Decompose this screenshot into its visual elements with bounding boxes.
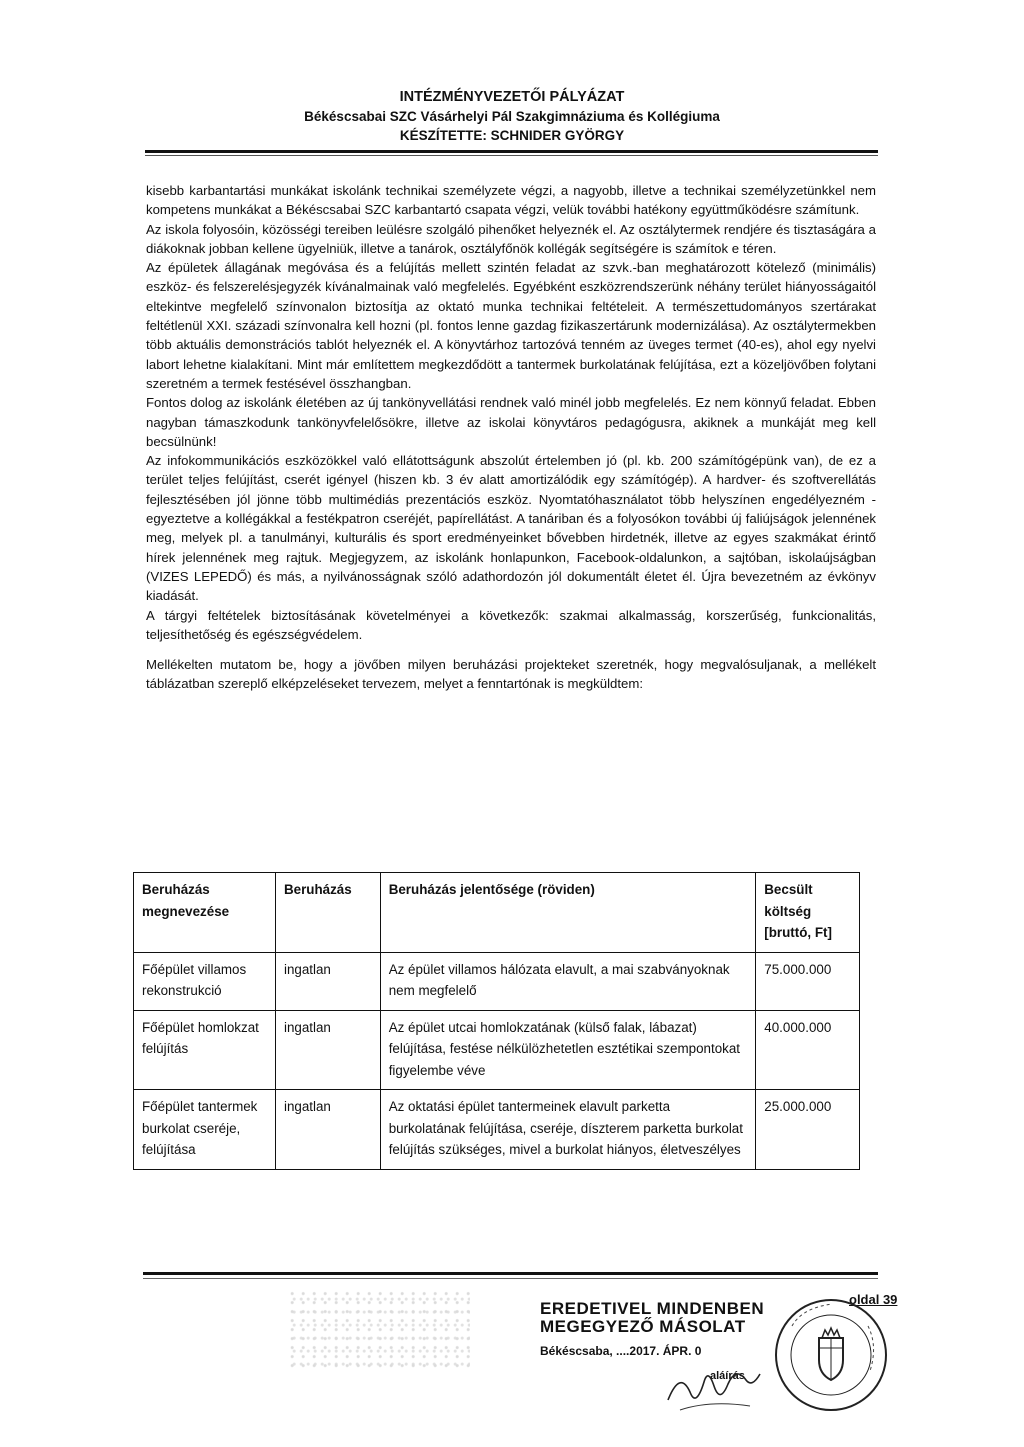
stamp-line-1: EREDETIVEL MINDENBEN: [540, 1299, 765, 1318]
table-cell: 75.000.000: [756, 952, 860, 1010]
paragraph-corridors: Az iskola folyosóin, közösségi tereiben leülésre szolgáló pihenőket helyeznék el. Az osztálytermek rendjére és tisztaságára a diákoknak jobban kellene ügyelniük, illetve a tanárok, osztályfőnök kollégák segítségére is számítok e téren.: [146, 221, 876, 256]
table-cell: Főépület homlokzat felújítás: [134, 1010, 276, 1090]
header-rule-thin: [145, 155, 878, 156]
column-header: Beruházás jelentősége (röviden): [380, 873, 756, 953]
stamp-line-2: MEGEGYEZŐ MÁSOLAT: [540, 1317, 746, 1336]
school-name: Békéscsabai SZC Vásárhelyi Pál Szakgimnáziuma és Kollégiuma: [304, 109, 720, 124]
paragraph-ict: Az infokommunikációs eszközökkel való ellátottságunk abszolút értelemben jó (pl. kb. 200 számítógépünk van), de ez a terület teljes felújítást, cserét igényel (hiszen kb. 3 év alatt amortizálódik egy számítógép). A hardver- és szoftverellátás fejlesztésében jól jönne több multimédiás prezentációs eszköz. Nyomtatóhasználatot több helyszínen engedélyezném - egyeztetve a kollégákkal a festékpatron cseréjét, papírellátást. A tanáriban és a folyosókon további új faliújságok jelennének meg, melyek pl. a tanulmányi, kulturális és sport eredményeinket bővebben hirdetnék, illetve az egyes szakmákat érintő hírek jelennének meg rajtuk. Megjegyzem, az iskolánk honlapunkon, Facebook-oldalunkon, a sajtóban, iskolaújságban (VIZES LEPEDŐ) és más, a nyilvánosságnak szóló adathordozón jól dokumentált életet él. Újra bevezetném az évkönyv kiadását.: [146, 453, 876, 604]
column-header: Beruházás megnevezése: [134, 873, 276, 953]
table-cell: Az oktatási épület tantermeinek elavult parketta burkolatának felújítása, cseréje, díszterem parketta burkolat felújítás szükséges, mivel a burkolat hiányos, életveszélyes: [380, 1090, 756, 1170]
table-cell: Az épület villamos hálózata elavult, a mai szabványoknak nem megfelelő: [380, 952, 756, 1010]
stamp-place-date: Békéscsaba, ....2017. ÁPR. 0: [540, 1344, 702, 1358]
table-cell: ingatlan: [275, 1010, 380, 1090]
handwritten-signature-icon: [660, 1360, 770, 1420]
table-row: [134, 952, 860, 1010]
table-cell: ingatlan: [275, 952, 380, 1010]
paragraph-requirements: A tárgyi feltételek biztosításának követelményei a következők: szakmai alkalmasság, korszerűség, funkcionalitás, teljesíthetőség és egészségvédelem.: [146, 607, 876, 642]
scan-noise: [290, 1290, 470, 1370]
table-row: [134, 1010, 860, 1090]
paragraph-equipment: Az épületek állagának megóvása és a felújítás mellett szintén feladat az szvk.-ban meghatározott kötelező (minimális) eszköz- és felszerelésjegyzék kívánalmainak való megfelelés. Egyébként eszközrendszerünk néhány terület hiányosságaitól eltekintve megfelelő színvonalon biztosítja az oktató munka technikai feltételeit. A természettudományos szertárakat feltétlenül XXI. századi színvonalra kell hozni (pl. fontos lenne gazdag fizikaszertárunk modernizálása). Az osztálytermekben több aktuális demonstrációs tablót helyeznék el. A könyvtárhoz tartozóvá tenném az üveges termet (40-es), ahol egy nyelvi labort lehetne kialakítani. Mint már említettem megkezdődött a tantermek burkolatának felújítása, ezt a közeljövőben folytani szeretném a termek festésével összhangban.: [146, 260, 876, 391]
table-cell: Az épület utcai homlokzatának (külső falak, lábazat) felújítása, festése nélkülözhetetlen esztétikai szempontokat figyelembe véve: [380, 1010, 756, 1090]
body-text: [146, 181, 876, 694]
table-row: [134, 1090, 860, 1170]
paragraph-textbooks: Fontos dolog az iskolánk életében az új tankönyvellátási rendnek való minél jobb megfelelés. Ez nem könnyű feladat. Ebben nagyban támaszkodunk tankönyvfelelősökre, illetve az iskolai könyvtáros pedagógusra, akiknek a munkáját meg kell becsülnünk!: [146, 395, 876, 449]
paragraph-investments-intro: Mellékelten mutatom be, hogy a jövőben milyen beruházási projekteket szeretnék, hogy megvalósuljanak, a mellékelt táblázatban szereplő elképzeléseket tervezem, melyet a fenntartónak is megküldtem:: [146, 657, 876, 692]
official-seal-icon: [772, 1296, 890, 1414]
column-header: Becsült költség [bruttó, Ft]: [756, 873, 860, 953]
table-cell: 25.000.000: [756, 1090, 860, 1170]
page-number: oldal 39: [849, 1292, 898, 1307]
table-header-row: [134, 873, 860, 953]
table-cell: ingatlan: [275, 1090, 380, 1170]
footer-rule-thin: [143, 1278, 878, 1279]
column-header: Beruházás: [275, 873, 380, 953]
table-cell: Főépület villamos rekonstrukció: [134, 952, 276, 1010]
paragraph-maintenance: kisebb karbantartási munkákat iskolánk technikai személyzete végzi, a nagyobb, illetve a technikai személyzetünkkel nem kompetens munkákat a Békéscsabai SZC karbantartó csapata végzi, velük további hatékony együttműködésre számítunk.: [146, 183, 876, 218]
table-cell: 40.000.000: [756, 1010, 860, 1090]
document-title: INTÉZMÉNYVEZETŐI PÁLYÁZAT: [399, 89, 625, 105]
investment-table: [133, 872, 860, 1170]
author-line: KÉSZÍTETTE: SCHNIDER GYÖRGY: [399, 128, 625, 143]
document-header: [0, 88, 1024, 145]
footer-rule: [143, 1272, 878, 1275]
table-cell: Főépület tantermek burkolat cseréje, felújítása: [134, 1090, 276, 1170]
stamp-signature-label: aláírás: [710, 1370, 745, 1382]
header-rule: [145, 150, 878, 153]
